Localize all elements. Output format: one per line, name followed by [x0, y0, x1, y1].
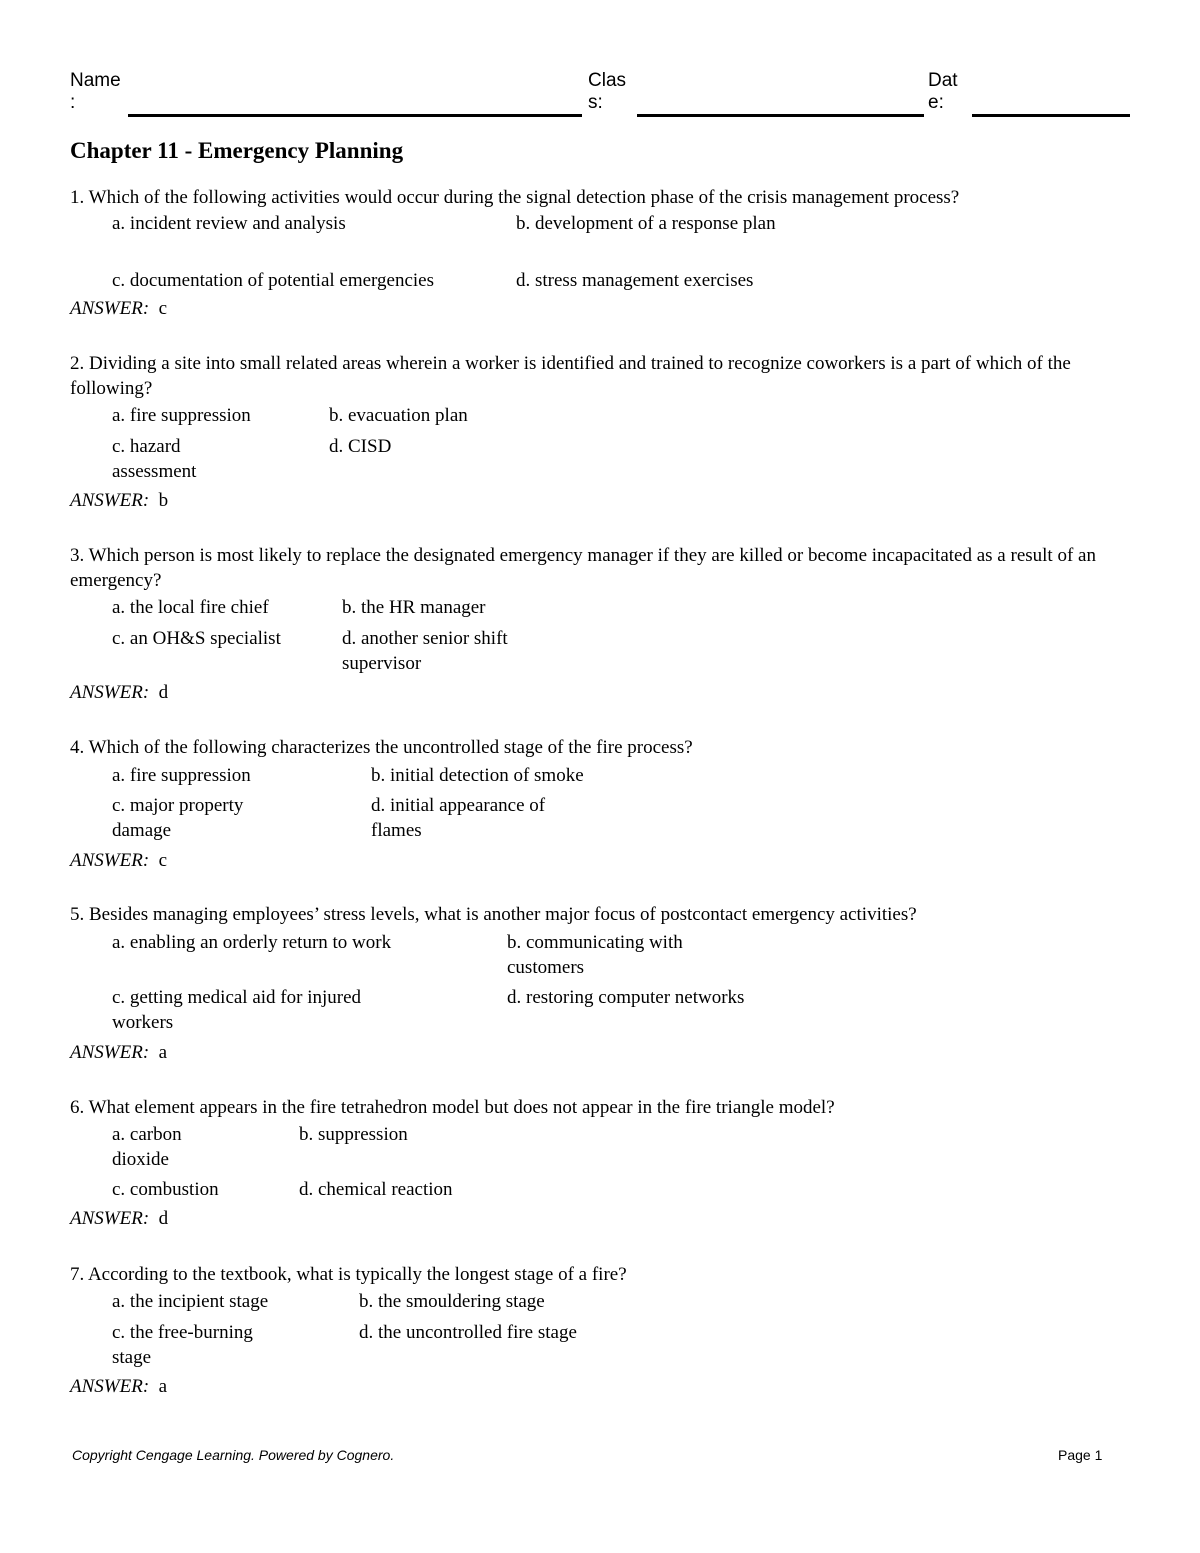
class-field[interactable]: [637, 114, 924, 117]
answer-line: ANSWER: a: [70, 1042, 168, 1063]
question-stem: 3. Which person is most likely to replace the designated emergency manager if they are killed or become incapacitated as a result of an emergency?: [70, 545, 1096, 591]
question-6: [70, 1095, 1130, 1120]
question-stem: 5. Besides managing employees’ stress levels, what is another major focus of postcontact emergency activities?: [70, 904, 917, 925]
answer-line: ANSWER: c: [70, 298, 168, 319]
page-number: Page 1: [1058, 1447, 1103, 1463]
question-1: [70, 185, 1130, 210]
question-4: [70, 735, 1130, 760]
option-c: c. getting medical aid for injured workers: [112, 987, 362, 1033]
option-b: b. development of a response plan: [516, 213, 776, 234]
answer-line: ANSWER: a: [70, 1376, 168, 1397]
question-stem: 2. Dividing a site into small related areas wherein a worker is identified and trained to recognize coworkers is a part of which of the following?: [70, 353, 1071, 399]
answer-line: ANSWER: d: [70, 1208, 169, 1229]
answer-value: a: [158, 1042, 168, 1063]
answer-line: ANSWER: c: [70, 850, 168, 871]
option-a: a. the incipient stage: [112, 1291, 269, 1312]
answer-value: c: [158, 298, 168, 319]
answer-line: ANSWER: d: [70, 682, 169, 703]
answer-line: ANSWER: b: [70, 490, 169, 511]
option-a: a. enabling an orderly return to work: [112, 932, 392, 953]
answer-value: d: [158, 1208, 169, 1229]
option-a: a. fire suppression: [112, 405, 251, 426]
question-7: [70, 1262, 1130, 1287]
option-a: a. carbon dioxide: [112, 1124, 182, 1170]
name-label: Name :: [70, 70, 121, 113]
option-b: b. the smouldering stage: [359, 1291, 545, 1312]
option-d: d. the uncontrolled fire stage: [359, 1322, 577, 1343]
option-d: d. initial appearance of flames: [371, 795, 546, 841]
option-c: c. combustion: [112, 1179, 219, 1200]
class-label: Clas s:: [588, 70, 627, 113]
option-b: b. initial detection of smoke: [371, 765, 584, 786]
option-c: c. an OH&S specialist: [112, 628, 281, 649]
answer-value: c: [158, 850, 168, 871]
option-b: b. communicating with customers: [507, 932, 683, 978]
option-c: c. major property damage: [112, 795, 244, 841]
option-d: d. CISD: [329, 436, 392, 457]
option-b: b. the HR manager: [342, 597, 486, 618]
copyright-text: Copyright Cengage Learning. Powered by Cognero.: [72, 1447, 395, 1463]
question-stem: 7. According to the textbook, what is typically the longest stage of a fire?: [70, 1264, 627, 1285]
option-c: c. hazard assessment: [112, 436, 197, 482]
option-b: b. suppression: [299, 1124, 408, 1145]
question-stem: 6. What element appears in the fire tetrahedron model but does not appear in the fire triangle model?: [70, 1097, 835, 1118]
answer-value: d: [158, 682, 169, 703]
question-stem: 1. Which of the following activities would occur during the signal detection phase of the crisis management process?: [70, 187, 960, 208]
option-a: a. incident review and analysis: [112, 213, 346, 234]
answer-value: a: [158, 1376, 168, 1397]
name-field[interactable]: [128, 114, 582, 117]
option-d: d. another senior shift supervisor: [342, 628, 508, 674]
option-c: c. documentation of potential emergencies: [112, 270, 435, 291]
option-d: d. chemical reaction: [299, 1179, 453, 1200]
question-2: [70, 351, 1130, 401]
date-label: Dat e:: [928, 70, 958, 113]
option-a: a. the local fire chief: [112, 597, 269, 618]
question-3: [70, 543, 1130, 593]
option-c: c. the free-burning stage: [112, 1322, 253, 1368]
option-d: d. stress management exercises: [516, 270, 754, 291]
option-a: a. fire suppression: [112, 765, 251, 786]
date-field[interactable]: [972, 114, 1130, 117]
option-d: d. restoring computer networks: [507, 987, 745, 1008]
question-5: [70, 902, 1130, 927]
option-b: b. evacuation plan: [329, 405, 468, 426]
answer-value: b: [158, 490, 169, 511]
question-stem: 4. Which of the following characterizes the uncontrolled stage of the fire process?: [70, 737, 693, 758]
page-title: Chapter 11 - Emergency Planning: [70, 138, 404, 163]
